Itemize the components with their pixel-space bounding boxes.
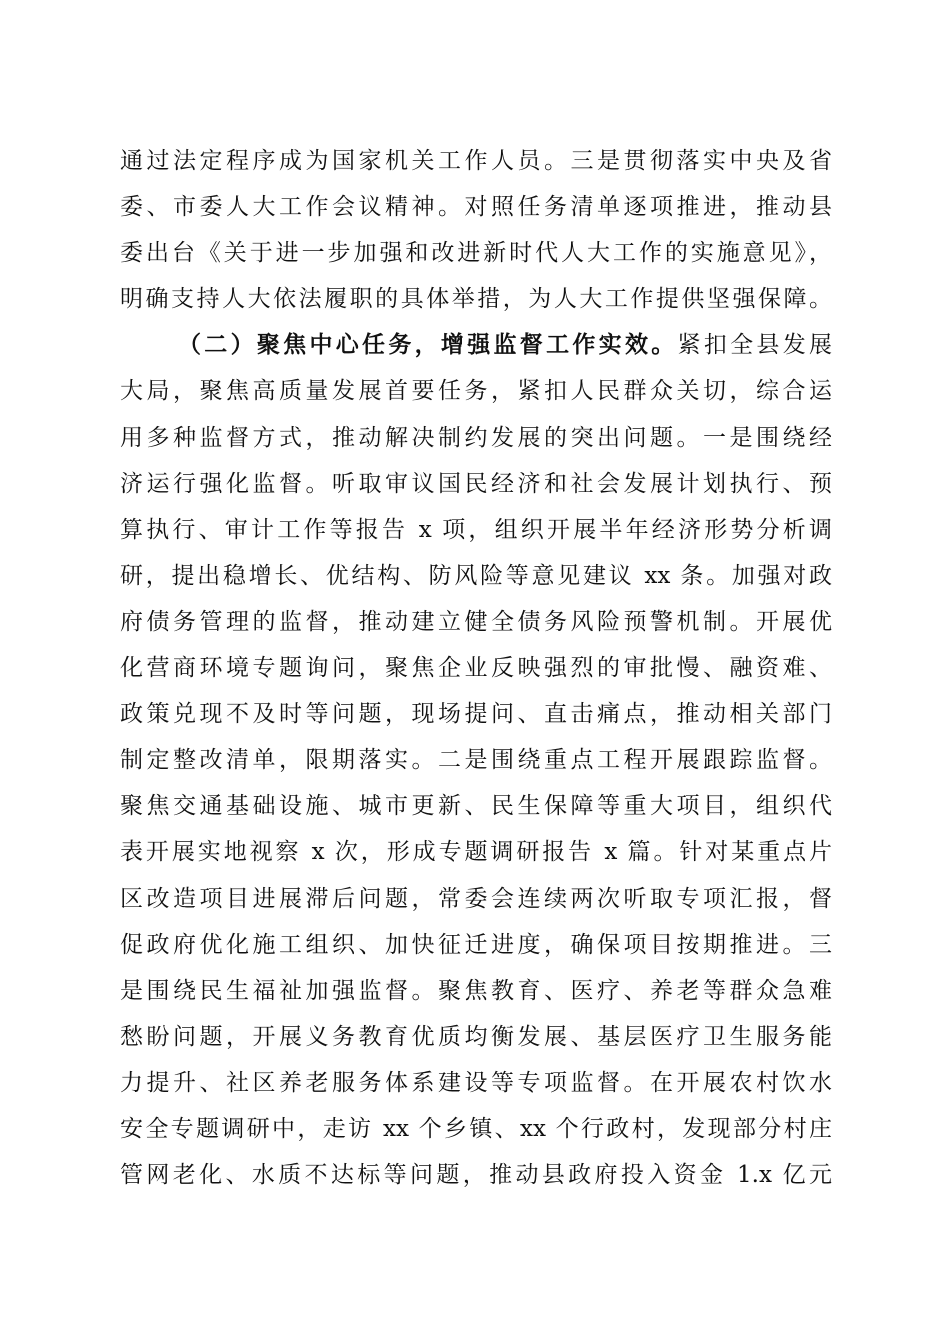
text-line: 委出台《关于进一步加强和改进新时代人大工作的实施意见》， <box>120 240 832 267</box>
text-line: 研，提出稳增长、优结构、防风险等意见建议 xx 条。加强对政 <box>120 562 832 589</box>
text-line: 算执行、审计工作等报告 x 项，组织开展半年经济形势分析调 <box>120 516 832 543</box>
text-line: 力提升、社区养老服务体系建设等专项监督。在开展农村饮水 <box>120 1069 832 1096</box>
text-line: 安全专题调研中，走访 xx 个乡镇、xx 个行政村，发现部分村庄 <box>120 1115 832 1142</box>
text-line: 府债务管理的监督，推动建立健全债务风险预警机制。开展优 <box>120 608 832 635</box>
text-line: 是围绕民生福祉加强监督。聚焦教育、医疗、养老等群众急难 <box>120 977 832 1004</box>
text-line: 聚焦交通基础设施、城市更新、民生保障等重大项目，组织代 <box>120 793 832 820</box>
text-line: 明确支持人大依法履职的具体举措，为人大工作提供坚强保障。 <box>120 286 832 313</box>
text-line: 表开展实地视察 x 次，形成专题调研报告 x 篇。针对某重点片 <box>120 839 832 866</box>
text-line: 通过法定程序成为国家机关工作人员。三是贯彻落实中央及省 <box>120 148 832 174</box>
text-line: 制定整改清单，限期落实。二是围绕重点工程开展跟踪监督。 <box>120 747 832 774</box>
text-line: 愁盼问题，开展义务教育优质均衡发展、基层医疗卫生服务能 <box>120 1023 832 1050</box>
text-line: 区改造项目进展滞后问题，常委会连续两次听取专项汇报，督 <box>120 885 832 912</box>
text-line: 促政府优化施工组织、加快征迁进度，确保项目按期推进。三 <box>120 931 832 958</box>
text-line: 大局，聚焦高质量发展首要任务，紧扣人民群众关切，综合运 <box>120 378 832 405</box>
section-heading-line <box>120 322 832 368</box>
text-line: 政策兑现不及时等问题，现场提问、直击痛点，推动相关部门 <box>120 701 832 728</box>
text-line: 化营商环境专题询问，聚焦企业反映强烈的审批慢、融资难、 <box>120 655 832 682</box>
text-line: 用多种监督方式，推动解决制约发展的突出问题。一是围绕经 <box>120 424 832 451</box>
text-line: 委、市委人大工作会议精神。对照任务清单逐项推进，推动县 <box>120 194 832 221</box>
section-heading: （二）聚焦中心任务，增强监督工作实效。 <box>178 331 678 359</box>
text-run: 紧扣全县发展 <box>677 332 833 359</box>
text-line: 管网老化、水质不达标等问题，推动县政府投入资金 1.x 亿元 <box>120 1162 832 1189</box>
body-text <box>120 138 832 1198</box>
text-line: 济运行强化监督。听取审议国民经济和社会发展计划执行、预 <box>120 470 832 497</box>
